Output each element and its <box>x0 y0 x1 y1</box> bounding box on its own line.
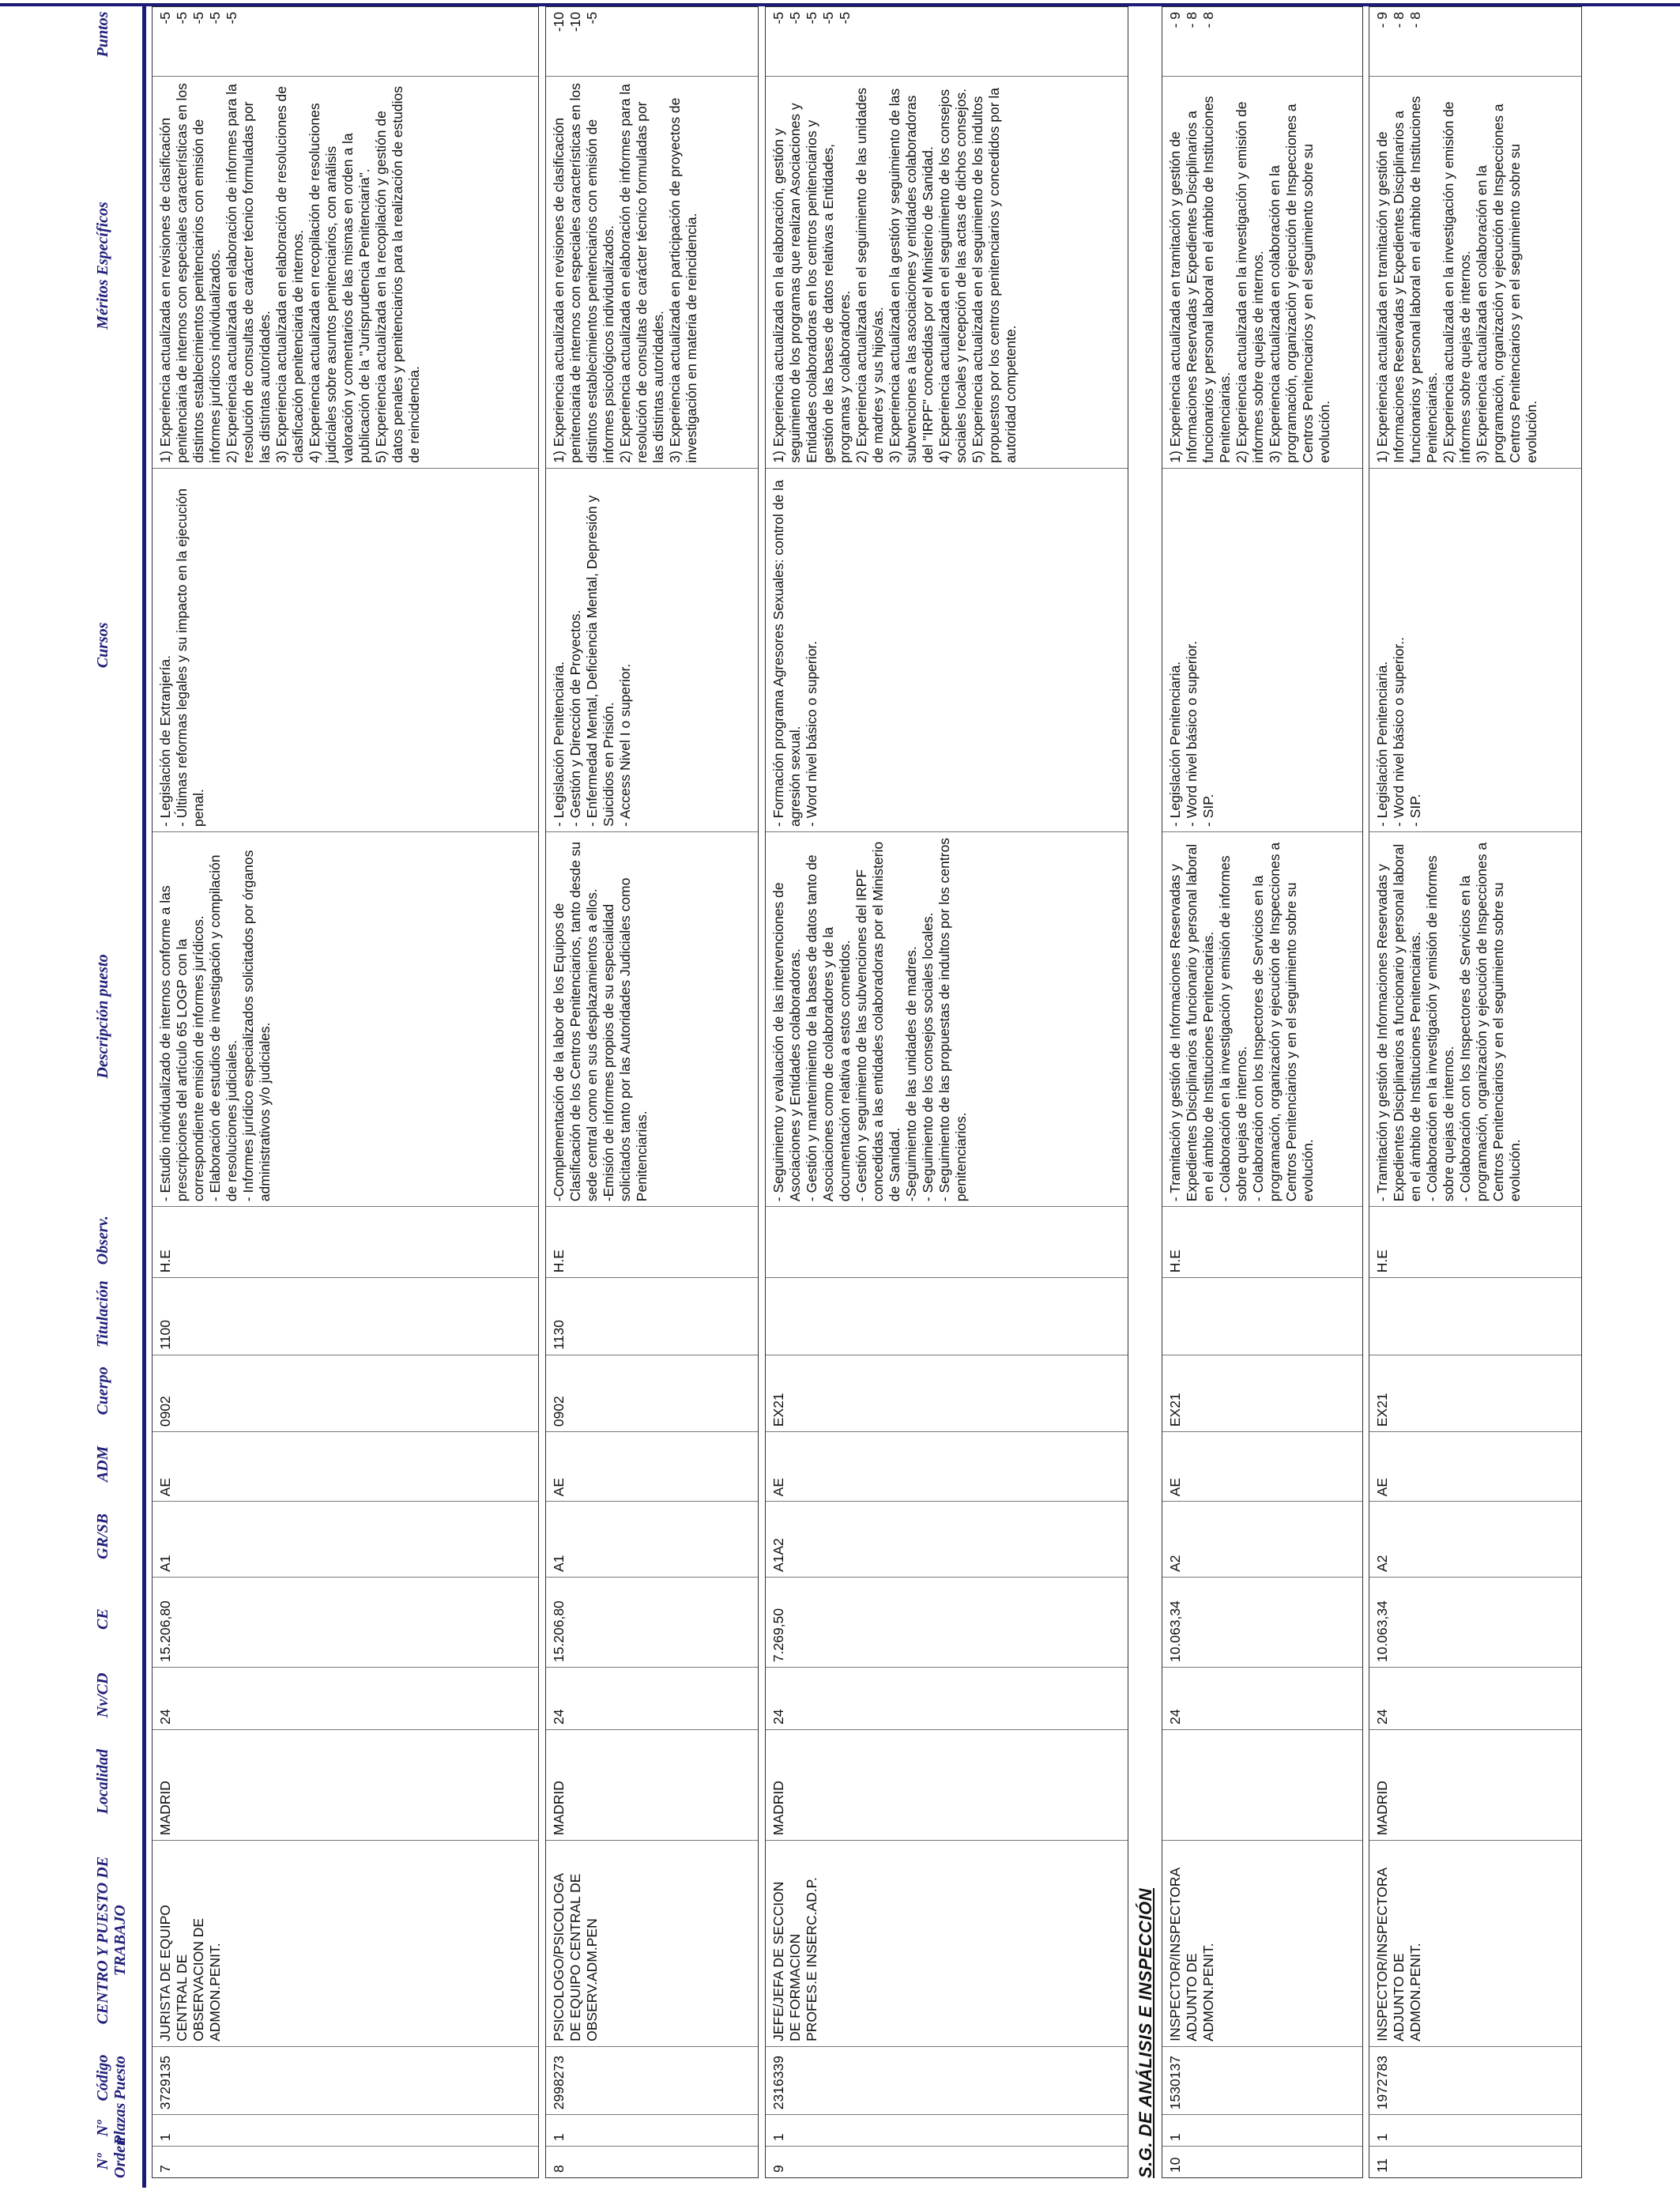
cell-grupo: A2 <box>1369 1501 1581 1577</box>
cell-orden: 11 <box>1369 2146 1581 2177</box>
cell-nivel: 24 <box>546 1667 758 1729</box>
cell-descripcion: - Tramitación y gestión de Informaciones Reservadas y Expedientes Disciplinarios a funcionario y personal laboral en el ámbito de Instituciones Penitenciarias. - Colaboración en la investigación y emisión de informes sobre quejas de internos. - Colaboración con los Inspectores de Servicios en la programación, organización y ejecución de Inspecciones a Centros Penitenciarios y en el seguimiento sobre su evolución. <box>1369 831 1581 1206</box>
cell-codigo: 2316339 <box>766 2046 1128 2114</box>
cell-descripcion: -Complementación de la labor de los Equipos de Clasificación de los Centros Penitenciarios, tanto desde su sede central como en sus desplazamientos a ellos. -Emisión de informes propios de su especialidad solicitados tanto por las Autoridades Judiciales como Penitenciarias. <box>546 831 758 1206</box>
cell-ce: 10.063,34 <box>1162 1577 1362 1667</box>
cell-meritos: 1) Experiencia actualizada en revisiones de clasificación penitenciaria de internos con especiales características en los distintos establecimientos penitenciarios con emisión de informes psicológicos individualizados. 2) Experiencia actualizada en elaboración de informes para la resolución de consultas de carácter técnico formuladas por las distintas autoridades. 3) Experiencia actualizada en participación de proyectos de investigación en materia de reincidencia. <box>546 76 758 468</box>
cell-centro: INSPECTOR/INSPECTORA ADJUNTO DE ADMON.PENIT. <box>1369 1840 1581 2046</box>
cell-meritos: 1) Experiencia actualizada en tramitación y gestión de Informaciones Reservadas y Expedientes Disciplinarios a funcionarios y personal laboral en el ámbito de Instituciones Penitenciarias. 2) Experiencia actualizada en la investigación y emisión de informes sobre quejas de internos. 3) Experiencia actualizada en colaboración en la programación, organización y ejecución de Inspecciones a Centros Penitenciarios y en el seguimiento sobre su evolución. <box>1369 76 1581 468</box>
header-localidad: Localidad <box>94 1749 111 1815</box>
cell-titulacion <box>1369 1277 1581 1354</box>
cell-puntos: - 9 - 8 - 8 <box>1167 11 1216 28</box>
cell-ce: 7.269,50 <box>766 1577 1128 1667</box>
cell-adm: AE <box>1162 1431 1362 1501</box>
header-rule <box>142 6 146 2188</box>
cell-orden: 10 <box>1162 2146 1362 2177</box>
cell-nivel: 24 <box>1369 1667 1581 1729</box>
cell-orden: 7 <box>153 2146 538 2177</box>
table-header <box>91 0 150 2194</box>
cell-titulacion: 1130 <box>546 1277 758 1354</box>
cell-plazas: 1 <box>1162 2114 1362 2146</box>
cell-codigo: 1530137 <box>1162 2046 1362 2114</box>
cell-descripcion: - Tramitación y gestión de Informaciones Reservadas y Expedientes Disciplinarios a funcionario y personal laboral en el ámbito de Instituciones Penitenciarias. - Colaboración en la investigación y emisión de informes sobre quejas de internos. - Colaboración con los Inspectores de Servicios en la programación, organización y ejecución de Inspecciones a Centros Penitenciarios y en el seguimiento sobre su evolución. <box>1162 831 1362 1206</box>
header-titulacion: Titulación <box>94 1280 111 1348</box>
cell-localidad <box>1162 1729 1362 1840</box>
cell-cursos: - Legislación Penitenciaria. - Word nivel básico o superior.. - SIP. <box>1369 468 1581 831</box>
header-codigo: Código Puesto <box>94 2054 129 2102</box>
cell-puntos: -5 -5 -5 -5 -5 <box>770 11 853 25</box>
cell-observ <box>766 1206 1128 1277</box>
cell-nivel: 24 <box>153 1667 538 1729</box>
header-orden: Nº Orden <box>94 2136 129 2178</box>
cell-localidad: MADRID <box>546 1729 758 1840</box>
table-row <box>1369 6 1582 2178</box>
cell-cursos: - Formación programa Agresores Sexuales: control de la agresión sexual. - Word nivel básico o superior. <box>766 468 1128 831</box>
cell-grupo: A2 <box>1162 1501 1362 1577</box>
header-cuerpo: Cuerpo <box>94 1367 111 1416</box>
cell-puntos: -10 -10 -5 <box>551 11 600 32</box>
cell-nivel: 24 <box>1162 1667 1362 1729</box>
cell-titulacion <box>766 1277 1128 1354</box>
cell-descripcion: - Seguimiento y evaluación de las intervenciones de Asociaciones y Entidades colaboradoras. - Gestión y mantenimiento de la bases de datos tanto de Asociaciones como de colaboradores y de la documentación relativa a estos cometidos. - Gestión y seguimiento de las subvenciones del IRPF concedidas a las entidades colaboradoras por el Ministerio de Sanidad. -Seguimiento de las unidades de madres. - Seguimiento de los consejos sociales locales. - Seguimiento de las propuestas de indultos por los centros penitenciarios. <box>766 831 1128 1206</box>
cell-titulacion <box>1162 1277 1362 1354</box>
cell-nivel: 24 <box>766 1667 1128 1729</box>
cell-cuerpo: EX21 <box>766 1355 1128 1431</box>
header-nivel: Nv/CD <box>94 1672 111 1718</box>
cell-meritos: 1) Experiencia actualizada en revisiones de clasificación penitenciaria de internos con especiales características en los distintos establecimientos penitenciarios con emisión de informes jurídicos individualizados. 2) Experiencia actualizada en elaboración de informes para la resolución de consultas de carácter técnico formuladas por las distintas autoridades. 3) Experiencia actualizada en elaboración de resoluciones de clasificación penitenciaria de internos. 4) Experiencia actualizada en recopilación de resoluciones judiciales sobre asuntos penitenciarios, con análisis valoración y comentarios de las mismas en orden a la publicación de la "Jurisprudencia Penitenciaria". 5) Experiencia actualizada en la recopilación y gestión de datos penales y penitenciarios para la realización de estudios de reincidencia. <box>153 76 538 468</box>
cell-plazas: 1 <box>153 2114 538 2146</box>
header-cursos: Cursos <box>94 622 111 669</box>
header-plazas: Nº Plazas <box>94 2102 129 2145</box>
header-meritos: Méritos Específicos <box>94 202 111 330</box>
cell-adm: AE <box>766 1431 1128 1501</box>
cell-plazas: 1 <box>1369 2114 1581 2146</box>
cell-observ: H.E <box>546 1206 758 1277</box>
cell-centro: INSPECTOR/INSPECTORA ADJUNTO DE ADMON.PENIT. <box>1162 1840 1362 2046</box>
cell-cursos: - Legislación Penitenciaria. - Gestión y Dirección de Proyectos. - Enfermedad Mental, Deficiencia Mental, Depresión y Suicidios en Prisión. - Access Nivel I o superior. <box>546 468 758 831</box>
cell-centro: JURISTA DE EQUIPO CENTRAL DE OBSERVACION DE ADMON.PENIT. <box>153 1840 538 2046</box>
cell-observ: H.E <box>153 1206 538 1277</box>
table-row <box>152 6 539 2178</box>
cell-observ: H.E <box>1369 1206 1581 1277</box>
cell-plazas: 1 <box>546 2114 758 2146</box>
cell-localidad: MADRID <box>153 1729 538 1840</box>
cell-titulacion: 1100 <box>153 1277 538 1354</box>
cell-localidad: MADRID <box>766 1729 1128 1840</box>
table-row <box>1162 6 1363 2178</box>
cell-grupo: A1A2 <box>766 1501 1128 1577</box>
cell-codigo: 2998273 <box>546 2046 758 2114</box>
section-title: S.G. DE ANÁLISIS E INSPECCIÓN <box>1136 1888 1155 2178</box>
cell-adm: AE <box>546 1431 758 1501</box>
cell-codigo: 1972783 <box>1369 2046 1581 2114</box>
header-centro: CENTRO Y PUESTO DE TRABAJO <box>94 1856 129 2025</box>
cell-descripcion: - Estudio individualizado de internos conforme a las prescripciones del artículo 65 LOGP con la correspondiente emisión de informes jurídicos. - Elaboración de estudios de investigación y compilación de resoluciones judiciales. - Informes jurídico especializados solicitados por órganos administrativos y/o judiciales. <box>153 831 538 1206</box>
cell-codigo: 3729135 <box>153 2046 538 2114</box>
cell-puntos: -5 -5 -5 -5 -5 <box>157 11 239 25</box>
cell-cursos: - Legislación de Extranjería. - Últimas reformas legales y su impacto en la ejecución penal. <box>153 468 538 831</box>
cell-orden: 8 <box>546 2146 758 2177</box>
cell-localidad: MADRID <box>1369 1729 1581 1840</box>
cell-grupo: A1 <box>153 1501 538 1577</box>
cell-puntos: - 9 - 8 - 8 <box>1374 11 1423 28</box>
header-puntos: Puntos <box>94 11 111 58</box>
table-row <box>545 6 759 2178</box>
cell-adm: AE <box>153 1431 538 1501</box>
cell-ce: 10.063,34 <box>1369 1577 1581 1667</box>
cell-centro: JEFE/JEFA DE SECCION DE FORMACION PROFES.E INSERC.AD.P. <box>766 1840 1128 2046</box>
cell-cuerpo: 0902 <box>546 1355 758 1431</box>
cell-observ: H.E <box>1162 1206 1362 1277</box>
cell-cuerpo: EX21 <box>1369 1355 1581 1431</box>
cell-cuerpo: EX21 <box>1162 1355 1362 1431</box>
table-row <box>765 6 1128 2178</box>
cell-plazas: 1 <box>766 2114 1128 2146</box>
header-observ: Observ. <box>94 1216 111 1265</box>
header-grupo: GR/SB <box>94 1514 111 1559</box>
cell-centro: PSICOLOGO/PSICOLOGA DE EQUIPO CENTRAL DE OBSERV.ADM.PEN <box>546 1840 758 2046</box>
cell-adm: AE <box>1369 1431 1581 1501</box>
cell-orden: 9 <box>766 2146 1128 2177</box>
cell-meritos: 1) Experiencia actualizada en la elaboración, gestión y seguimiento de los programas que realizan Asociaciones y Entidades colaboradoras en los centros penitenciarios y gestión de las bases de datos relativas a Entidades, programas y colaboradores. 2) Experiencia actualizada en el seguimiento de las unidades de madres y sus hijos/as. 3) Experiencia actualizada en la gestión y seguimiento de las subvenciones a las asociaciones y entidades colaboradoras del "IRPF" concedidas por el Ministerio de Sanidad. 4) Experiencia actualizada en el seguimiento de los consejos sociales locales y recepción de las actas de dichos consejos. 5) Experiencia actualizada en el seguimiento de los indultos propuestos por los centros penitenciarios y concedidos por la autoridad competente. <box>766 76 1128 468</box>
header-descripcion: Descripción puesto <box>94 954 111 1079</box>
cell-meritos: 1) Experiencia actualizada en tramitación y gestión de Informaciones Reservadas y Expedientes Disciplinarios a funcionarios y personal laboral en el ámbito de Instituciones Penitenciarias. 2) Experiencia actualizada en la investigación y emisión de informes sobre quejas de internos. 3) Experiencia actualizada en colaboración en la programación, organización y ejecución de Inspecciones a Centros Penitenciarios y en el seguimiento sobre su evolución. <box>1162 76 1362 468</box>
cell-cuerpo: 0902 <box>153 1355 538 1431</box>
cell-ce: 15.206,80 <box>546 1577 758 1667</box>
cell-ce: 15.206,80 <box>153 1577 538 1667</box>
cell-cursos: - Legislación Penitenciaria. - Word nivel básico o superior. - SIP. <box>1162 468 1362 831</box>
header-ce: CE <box>94 1608 111 1630</box>
cell-grupo: A1 <box>546 1501 758 1577</box>
header-adm: ADM <box>94 1446 111 1483</box>
